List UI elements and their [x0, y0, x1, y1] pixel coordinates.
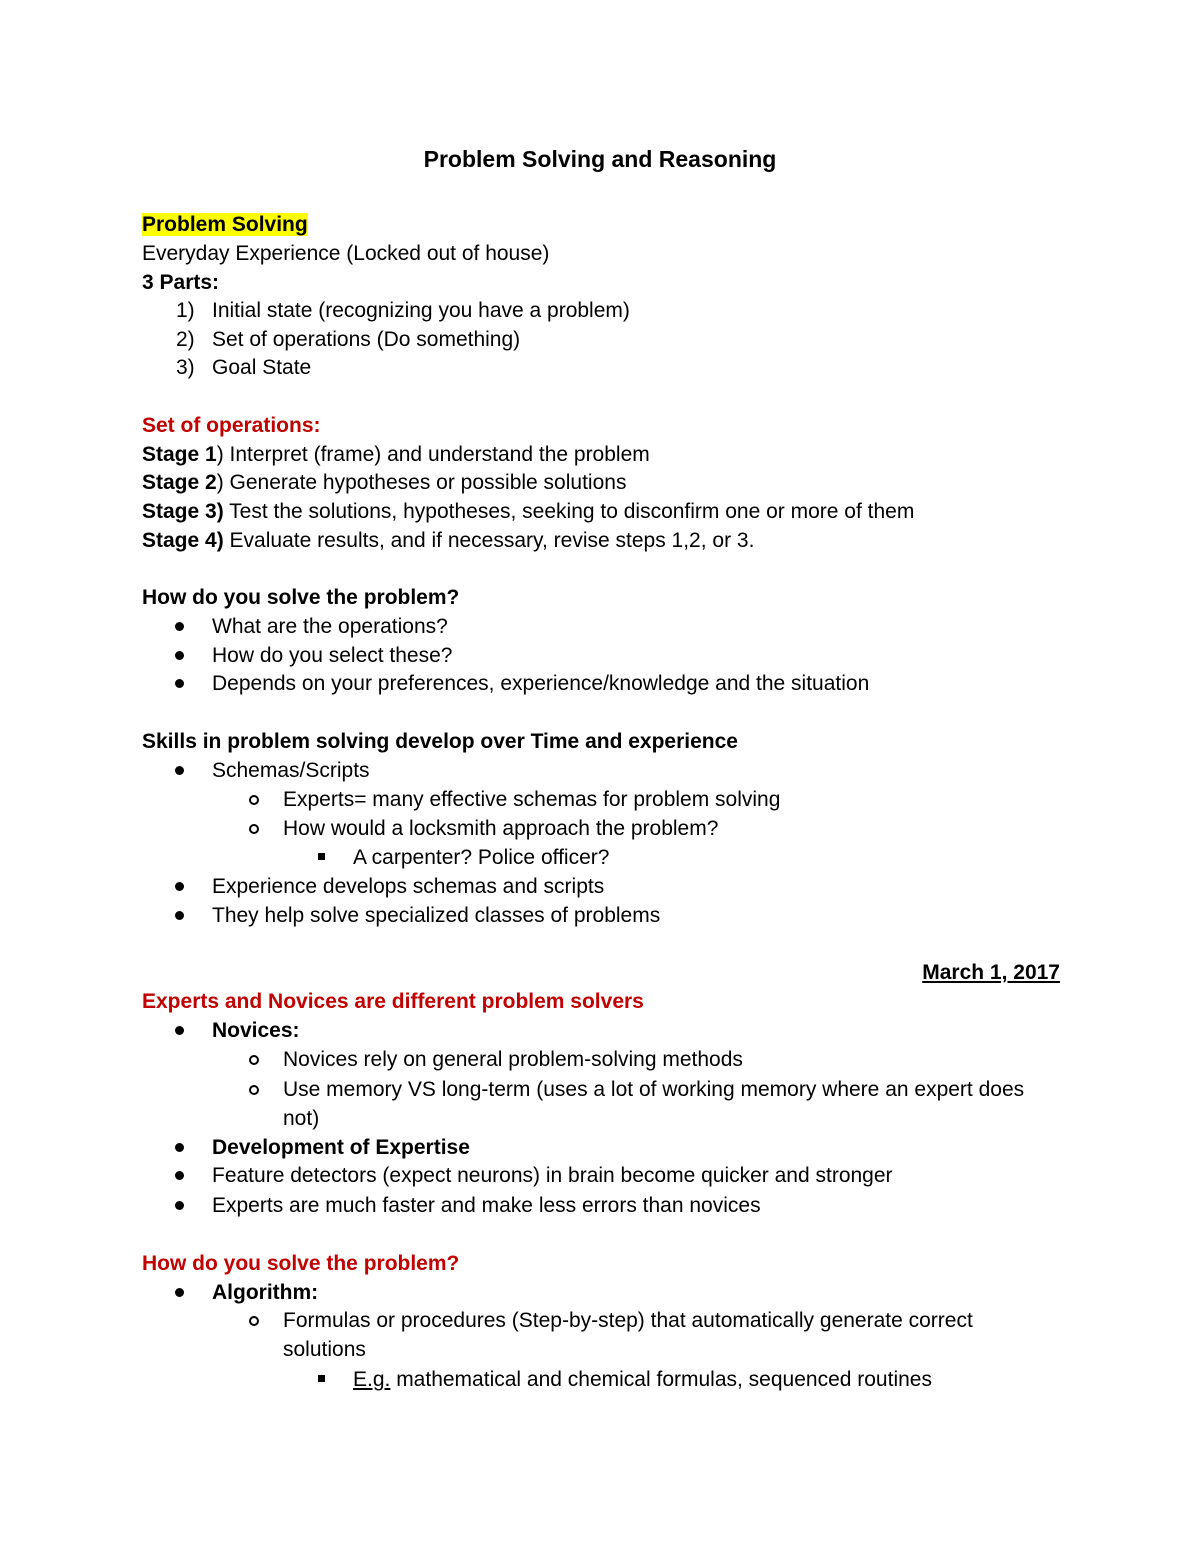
square-bullet-icon: [318, 1375, 325, 1382]
circle-bullet-icon: [249, 795, 259, 805]
stage-line: Stage 3) Test the solutions, hypotheses, seeking to disconfirm one or more of them: [142, 500, 915, 523]
list-subitem: Experts= many effective schemas for problem solving: [283, 788, 781, 811]
list-item: Development of Expertise: [212, 1136, 470, 1159]
list-subitem-continuation: not): [283, 1107, 320, 1130]
list-item: Experts are much faster and make less errors than novices: [212, 1194, 761, 1217]
circle-bullet-icon: [249, 1055, 259, 1065]
list-item: Experience develops schemas and scripts: [212, 875, 605, 898]
bullet-icon: [175, 1143, 184, 1152]
list-subitem: Use memory VS long-term (uses a lot of working memory where an expert does: [283, 1078, 1025, 1101]
section-date: March 1, 2017: [922, 961, 1060, 984]
list-subsubitem: A carpenter? Police officer?: [353, 846, 610, 869]
stage-line: Stage 2) Generate hypotheses or possible solutions: [142, 471, 627, 494]
list-item: They help solve specialized classes of problems: [212, 904, 661, 927]
bullet-icon: [175, 911, 184, 920]
part-text: Set of operations (Do something): [212, 328, 521, 351]
bullet-icon: [175, 622, 184, 631]
list-item: Schemas/Scripts: [212, 759, 370, 782]
parts-label: 3 Parts:: [142, 271, 220, 294]
list-item: Depends on your preferences, experience/knowledge and the situation: [212, 672, 870, 695]
circle-bullet-icon: [249, 1316, 259, 1326]
part-text: Goal State: [212, 356, 312, 379]
bullet-icon: [175, 1026, 184, 1035]
list-item: What are the operations?: [212, 615, 448, 638]
operations-heading: Set of operations:: [142, 414, 321, 437]
how-solve-heading-2: How do you solve the problem?: [142, 1252, 460, 1275]
part-number: 2): [176, 328, 195, 351]
bullet-icon: [175, 679, 184, 688]
bullet-icon: [175, 766, 184, 775]
bullet-icon: [175, 882, 184, 891]
list-item: Algorithm:: [212, 1281, 319, 1304]
page-title: Problem Solving and Reasoning: [423, 146, 777, 172]
list-item: How do you select these?: [212, 644, 453, 667]
part-number: 1): [176, 299, 195, 322]
bullet-icon: [175, 1288, 184, 1297]
bullet-icon: [175, 1201, 184, 1210]
problem-solving-heading: Problem Solving: [142, 213, 308, 236]
list-subsubitem: E.g. mathematical and chemical formulas, sequenced routines: [353, 1368, 932, 1391]
circle-bullet-icon: [249, 1085, 259, 1095]
square-bullet-icon: [318, 853, 325, 860]
part-text: Initial state (recognizing you have a problem): [212, 299, 630, 322]
bullet-icon: [175, 651, 184, 660]
list-subitem: Novices rely on general problem-solving methods: [283, 1048, 743, 1071]
circle-bullet-icon: [249, 824, 259, 834]
part-number: 3): [176, 356, 195, 379]
list-item: Novices:: [212, 1019, 300, 1042]
stage-line: Stage 4) Evaluate results, and if necessary, revise steps 1,2, or 3.: [142, 529, 755, 552]
list-subitem: Formulas or procedures (Step-by-step) that automatically generate correct: [283, 1309, 973, 1332]
list-subitem-continuation: solutions: [283, 1338, 366, 1361]
skills-heading: Skills in problem solving develop over Time and experience: [142, 730, 738, 753]
how-solve-heading: How do you solve the problem?: [142, 586, 460, 609]
experts-heading: Experts and Novices are different problem solvers: [142, 990, 644, 1013]
bullet-icon: [175, 1171, 184, 1180]
example-text: Everyday Experience (Locked out of house): [142, 242, 550, 265]
list-item: Feature detectors (expect neurons) in brain become quicker and stronger: [212, 1164, 893, 1187]
stage-line: Stage 1) Interpret (frame) and understand the problem: [142, 443, 650, 466]
list-subitem: How would a locksmith approach the problem?: [283, 817, 719, 840]
